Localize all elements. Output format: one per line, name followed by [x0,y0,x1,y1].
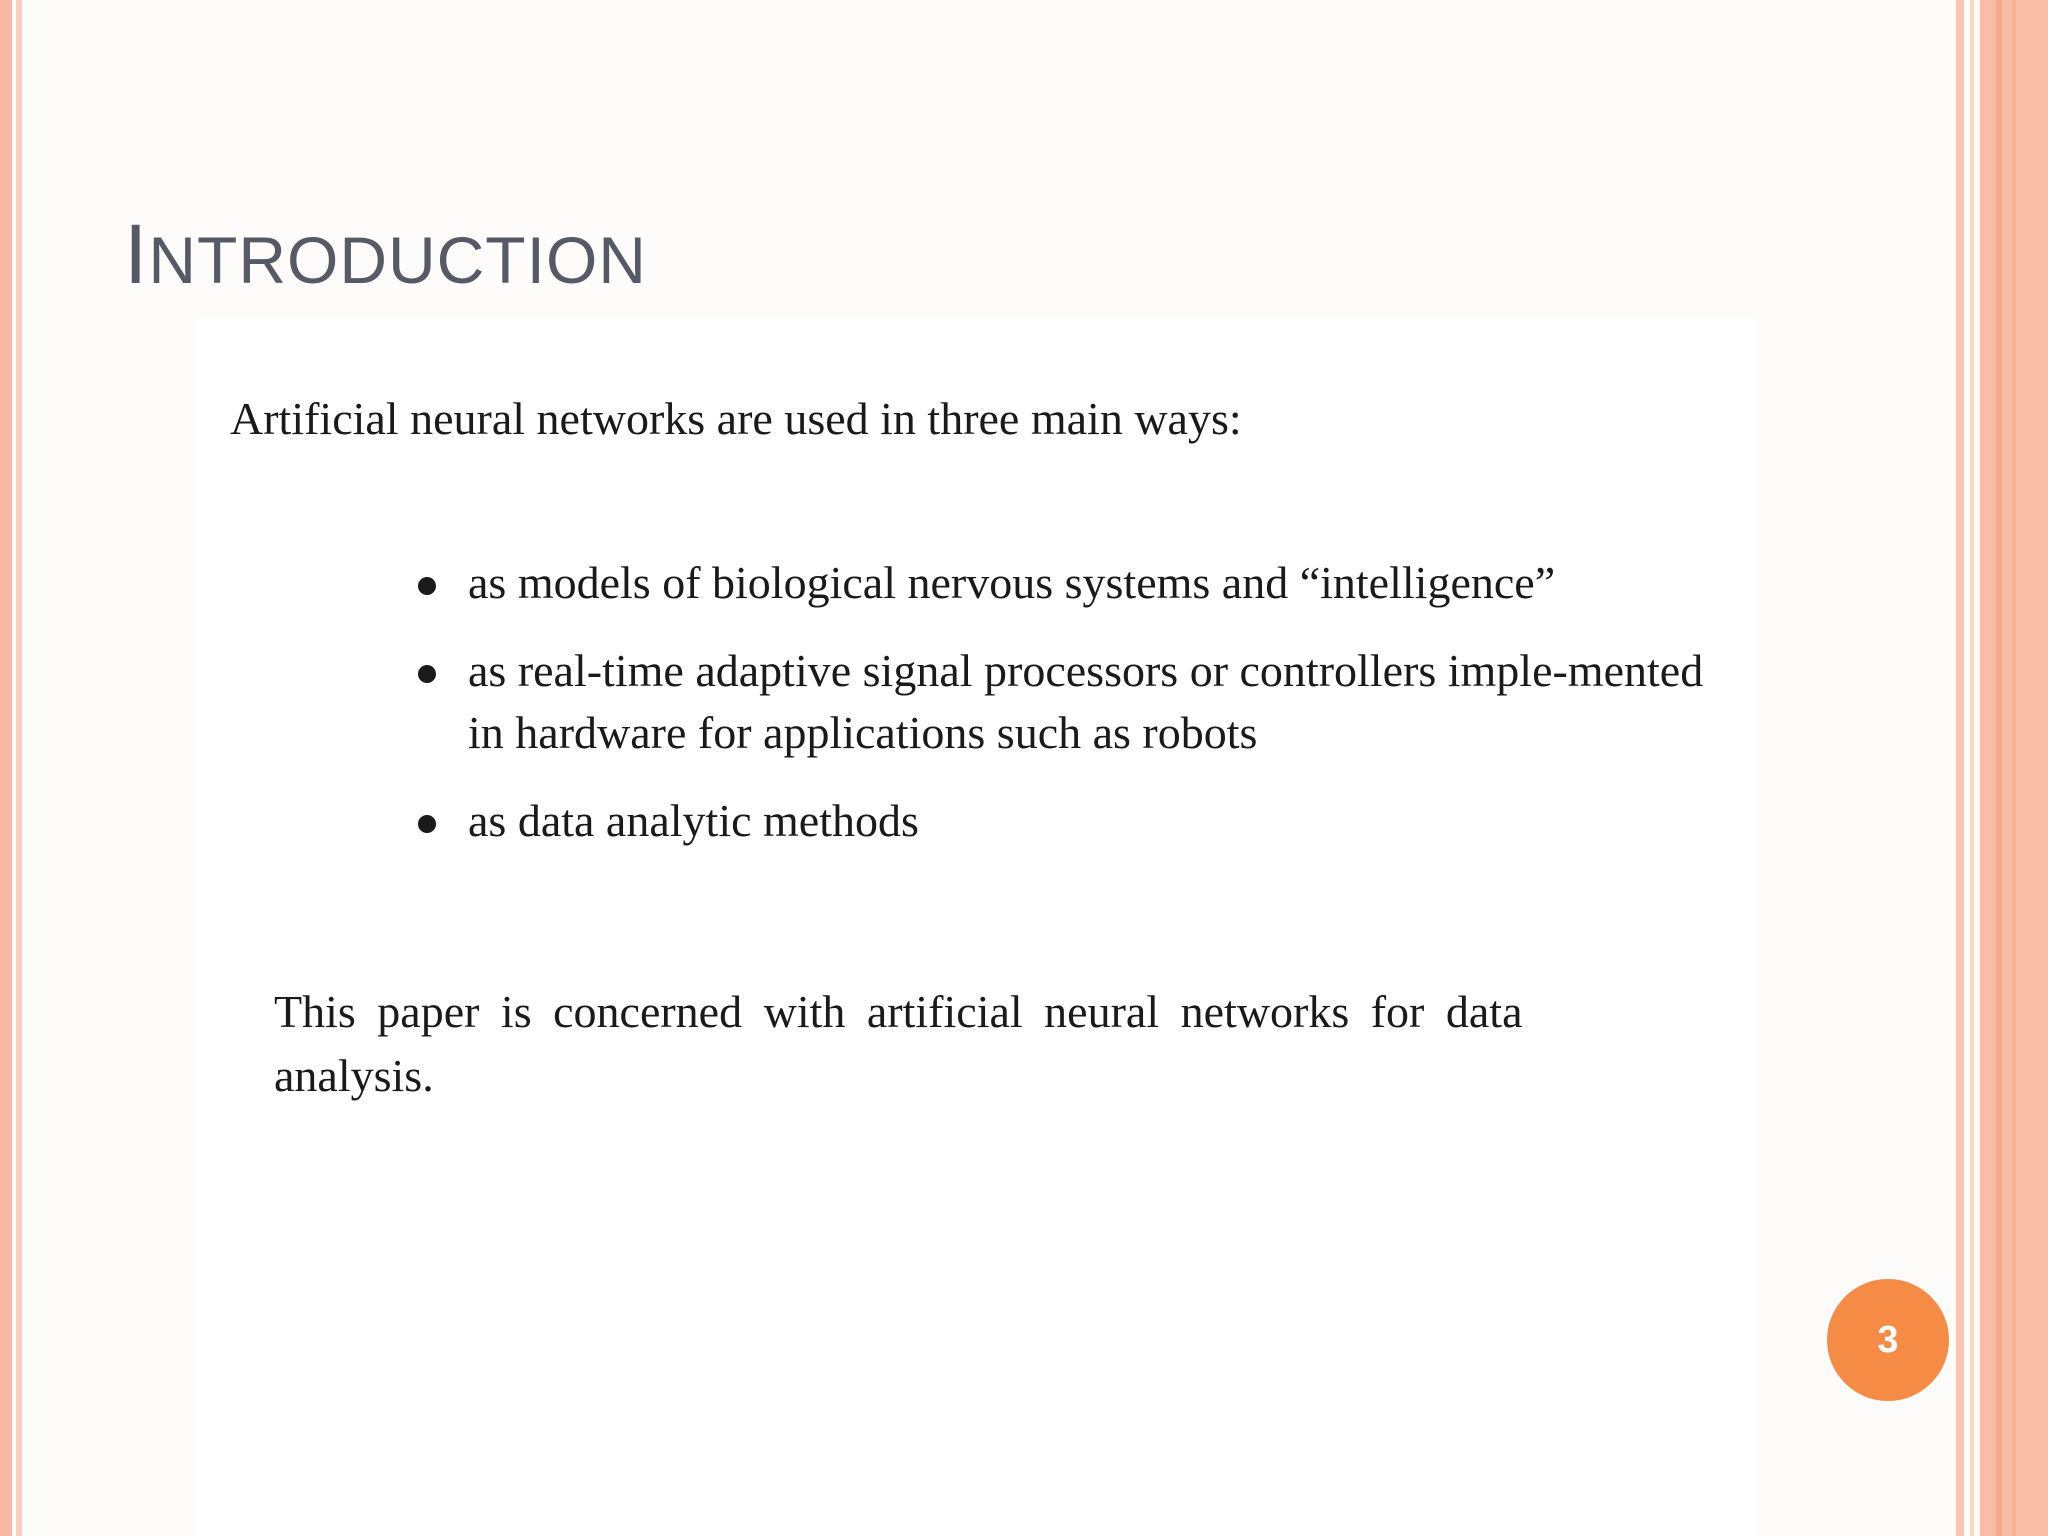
left-border-stripe [0,0,12,1536]
list-item [410,640,1710,764]
page-number-badge [1827,1279,1949,1401]
bullet-icon [418,577,436,595]
conclusion-paragraph: This paper is concerned with artificial neural networks for data analysis. [274,986,1523,1101]
right-border-stripe [1956,0,1964,1536]
right-border-stripe [2012,0,2016,1536]
lead-sentence: Artificial neural networks are used in three main ways: [230,393,1242,444]
bullet-list [410,552,1710,878]
right-border-stripe [1996,0,2002,1536]
title-initial: I [124,207,149,301]
bullet-text: as models of biological nervous systems and “intelligence” [468,557,1556,608]
list-item [410,552,1710,614]
page-number: 3 [1877,1318,1899,1361]
right-border-stripe [1970,0,1974,1536]
title-rest: NTRODUCTION [148,223,647,297]
bullet-text: as real-time adaptive signal processors or controllers imple-mented in hardware for applications such as robots [468,645,1704,758]
slide-title [124,207,647,301]
bullet-text: as data analytic methods [468,795,919,846]
scanned-text-image [196,318,1756,1536]
bullet-icon [418,815,436,833]
list-item [410,790,1710,852]
left-border-stripe-inner [16,0,22,1536]
bullet-icon [418,665,436,683]
